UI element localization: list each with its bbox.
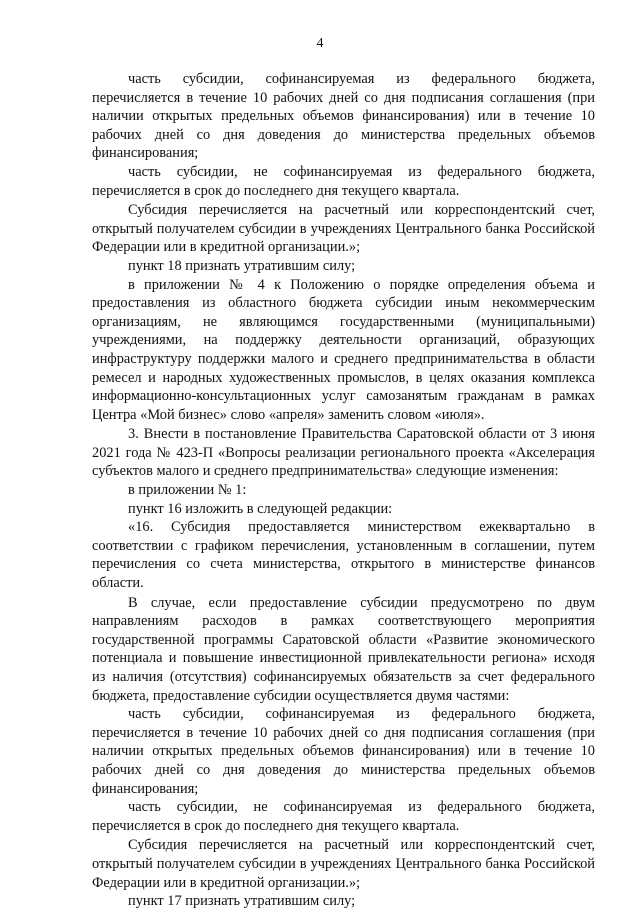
paragraph: часть субсидии, не софинансируемая из федерального бюджета, перечисляется в срок до последнего дня текущего квартала.: [92, 163, 595, 199]
paragraph: часть субсидии, софинансируемая из федерального бюджета, перечисляется в течение 10 рабочих дней со дня подписания соглашения (при наличии открытых предельных объемов финансирования) или в течение 10 рабочих дней со дня доведения до министерства предельных объемов финансирования;: [92, 71, 595, 162]
paragraph: часть субсидии, софинансируемая из федерального бюджета, перечисляется в течение 10 рабочих дней со дня подписания соглашения (при наличии открытых предельных объемов финансирования) или в течение 10 рабочих дней со дня доведения до министерства предельных объемов финансирования;: [92, 706, 595, 797]
document-body: [92, 70, 595, 911]
paragraph: «16. Субсидия предоставляется министерством ежеквартально в соответствии с графиком перечисления, установленным в соглашении, путем перечисления со счета министерства, открытого в министерстве финансов области.: [92, 519, 595, 592]
paragraph: пункт 17 признать утратившим силу;: [128, 893, 356, 910]
paragraph: часть субсидии, не софинансируемая из федерального бюджета, перечисляется в срок до последнего дня текущего квартала.: [92, 799, 595, 834]
paragraph: Субсидия перечисляется на расчетный или корреспондентский счет, открытый получателем субсидии в учреждениях Центрального банка Российской Федерации или в кредитной организации.»;: [92, 837, 595, 891]
page-number: 4: [316, 36, 324, 51]
paragraph: Субсидия перечисляется на расчетный или корреспондентский счет, открытый получателем субсидии в учреждениях Центрального банка Российской Федерации или в кредитной организации.»;: [92, 202, 595, 256]
paragraph: пункт 18 признать утратившим силу;: [128, 257, 356, 274]
paragraph: В случае, если предоставление субсидии предусмотрено по двум направлениям расходов в рамках соответствующего мероприятия государственной программы Саратовской области «Развитие экономического потенциала и повышение инвестиционной привлекательности региона» исходя из наличия (отсутствия) софинансируемых обязательств за счет федерального бюджета, предоставление субсидии осуществляется двумя частями:: [92, 594, 595, 704]
paragraph: в приложении № 1:: [128, 482, 247, 499]
paragraph: в приложении № 4 к Положению о порядке определения объема и предоставления из областного бюджета субсидии иным некоммерческим организациям, не являющимся государственными (муниципальными) учреждениями, на поддержку деятельности организаций, образующих инфраструктуру поддержки малого и среднего предпринимательства в области ремесел и народных художественных промыслов, в целях оказания комплекса информационно-консультационных услуг самозанятым гражданам в рамках Центра «Мой бизнес» слово «апреля» заменить словом «июля».: [92, 276, 595, 423]
paragraph: 3. Внести в постановление Правительства Саратовской области от 3 июня 2021 года № 423-П «Вопросы реализации регионального проекта «Акселерация субъектов малого и среднего предпринимательства» следующие изменения:: [92, 426, 595, 480]
paragraph: пункт 16 изложить в следующей редакции:: [128, 500, 393, 517]
